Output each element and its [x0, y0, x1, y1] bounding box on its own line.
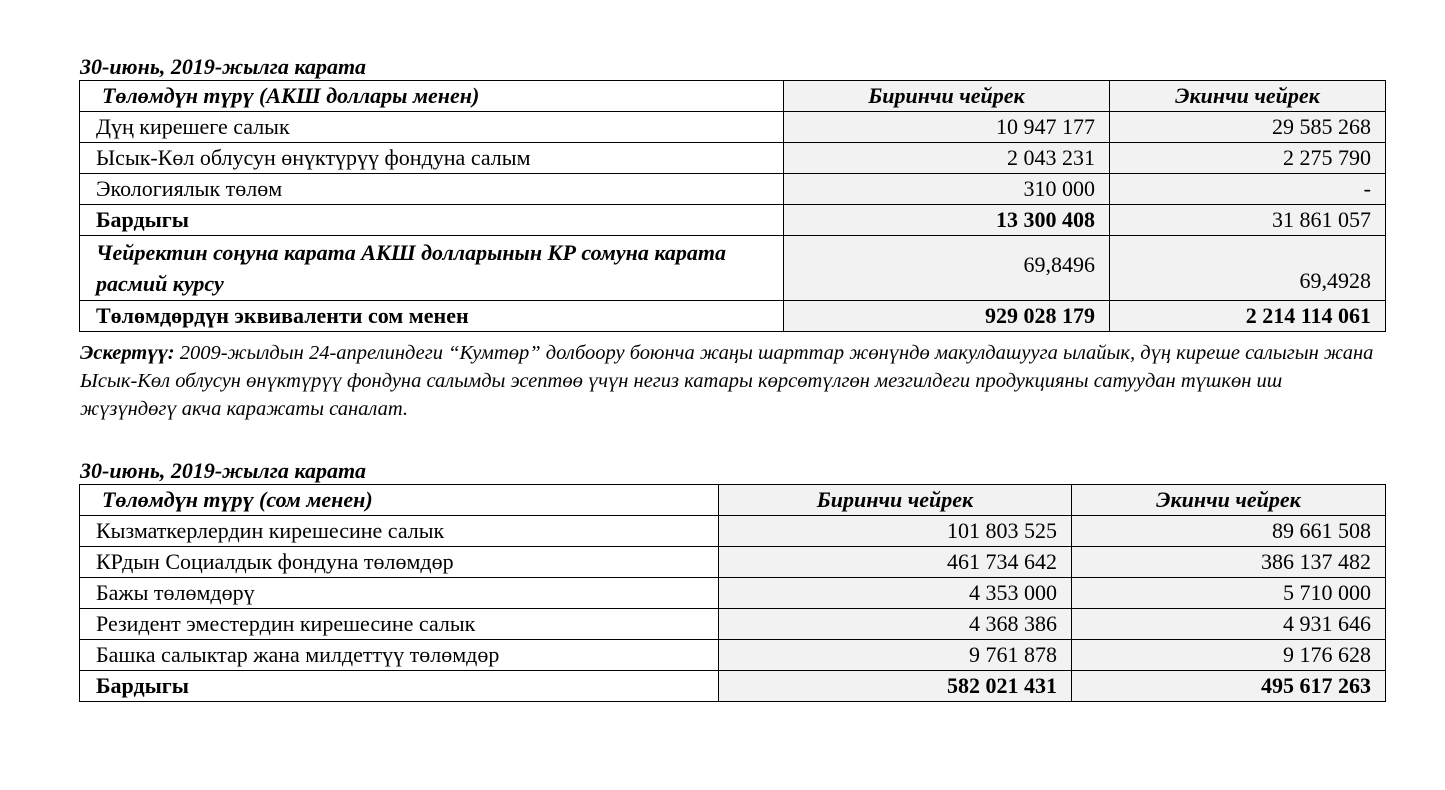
q1-value: 101 803 525 — [719, 516, 1072, 547]
equivalent-row — [80, 301, 1386, 332]
column-header-q1: Биринчи чейрек — [784, 81, 1110, 112]
row-label: Резидент эместердин кирешесине салык — [80, 609, 719, 640]
table-header-row — [80, 485, 1386, 516]
column-header-q2: Экинчи чейрек — [1072, 485, 1386, 516]
table-header-row — [80, 81, 1386, 112]
usd-payments-table — [79, 80, 1386, 332]
q2-value: 2 275 790 — [1110, 143, 1386, 174]
table1-caption: 30-июнь, 2019-жылга карата — [80, 54, 367, 79]
table-row — [80, 640, 1386, 671]
column-header-type: Төлөмдүн түрү (АКШ доллары менен) — [80, 81, 784, 112]
table-row — [80, 547, 1386, 578]
footnote-text: 2009-жылдын 24-апрелиндеги “Кумтөр” долбоору боюнча жаңы шарттар жөнүндө макулдашууга ылайык, дүң киреше салыгын жана Ысык-Көл облусун өнүктүрүү фондуна салымды эсептөө үчүн негиз катары көрсөтүлгөн мезгилдеги продукцияны сатуудан түшкөн иш жүзүндөгү акча каражаты саналат. — [80, 342, 1374, 420]
total-label: Бардыгы — [80, 205, 784, 236]
q2-value: 9 176 628 — [1072, 640, 1386, 671]
row-label: Башка салыктар жана милдеттүү төлөмдөр — [80, 640, 719, 671]
equivalent-q2-value: 2 214 114 061 — [1110, 301, 1386, 332]
exchange-rate-q1: 69,8496 — [784, 236, 1110, 301]
table-row — [80, 143, 1386, 174]
table2-caption: 30-июнь, 2019-жылга карата — [80, 458, 367, 483]
total-row — [80, 205, 1386, 236]
q1-value: 10 947 177 — [784, 112, 1110, 143]
column-header-type: Төлөмдүн түрү (сом менен) — [80, 485, 719, 516]
footnote — [80, 339, 1380, 423]
q1-value: 4 368 386 — [719, 609, 1072, 640]
row-label: Дүң кирешеге салык — [80, 112, 784, 143]
row-label: Экологиялык төлөм — [80, 174, 784, 205]
q2-value: 89 661 508 — [1072, 516, 1386, 547]
row-label: Кызматкерлердин кирешесине салык — [80, 516, 719, 547]
total-q1-value: 13 300 408 — [784, 205, 1110, 236]
q2-value: 5 710 000 — [1072, 578, 1386, 609]
column-header-q2: Экинчи чейрек — [1110, 81, 1386, 112]
q2-value: 386 137 482 — [1072, 547, 1386, 578]
q2-value: 4 931 646 — [1072, 609, 1386, 640]
row-label: Ысык-Көл облусун өнүктүрүү фондуна салым — [80, 143, 784, 174]
equivalent-q1-value: 929 028 179 — [784, 301, 1110, 332]
q1-value: 461 734 642 — [719, 547, 1072, 578]
footnote-lead: Эскертүү: — [80, 342, 175, 364]
total-q2-value: 31 861 057 — [1110, 205, 1386, 236]
som-payments-table — [79, 484, 1386, 702]
row-label: КРдын Социалдык фондуна төлөмдөр — [80, 547, 719, 578]
total-row — [80, 671, 1386, 702]
total-label: Бардыгы — [80, 671, 719, 702]
table-row — [80, 516, 1386, 547]
q1-value: 310 000 — [784, 174, 1110, 205]
table-row — [80, 174, 1386, 205]
q1-value: 9 761 878 — [719, 640, 1072, 671]
q2-value: 29 585 268 — [1110, 112, 1386, 143]
table-row — [80, 609, 1386, 640]
exchange-rate-row — [80, 236, 1386, 301]
exchange-rate-q2: 69,4928 — [1110, 236, 1386, 301]
total-q2-value: 495 617 263 — [1072, 671, 1386, 702]
equivalent-label: Төлөмдөрдүн эквиваленти сом менен — [80, 301, 784, 332]
total-q1-value: 582 021 431 — [719, 671, 1072, 702]
row-label: Бажы төлөмдөрү — [80, 578, 719, 609]
q2-value: - — [1110, 174, 1386, 205]
exchange-rate-label: Чейректин соңуна карата АКШ долларынын КР сомуна карата расмий курсу — [80, 236, 784, 301]
q1-value: 4 353 000 — [719, 578, 1072, 609]
table-row — [80, 112, 1386, 143]
q1-value: 2 043 231 — [784, 143, 1110, 174]
column-header-q1: Биринчи чейрек — [719, 485, 1072, 516]
table-row — [80, 578, 1386, 609]
